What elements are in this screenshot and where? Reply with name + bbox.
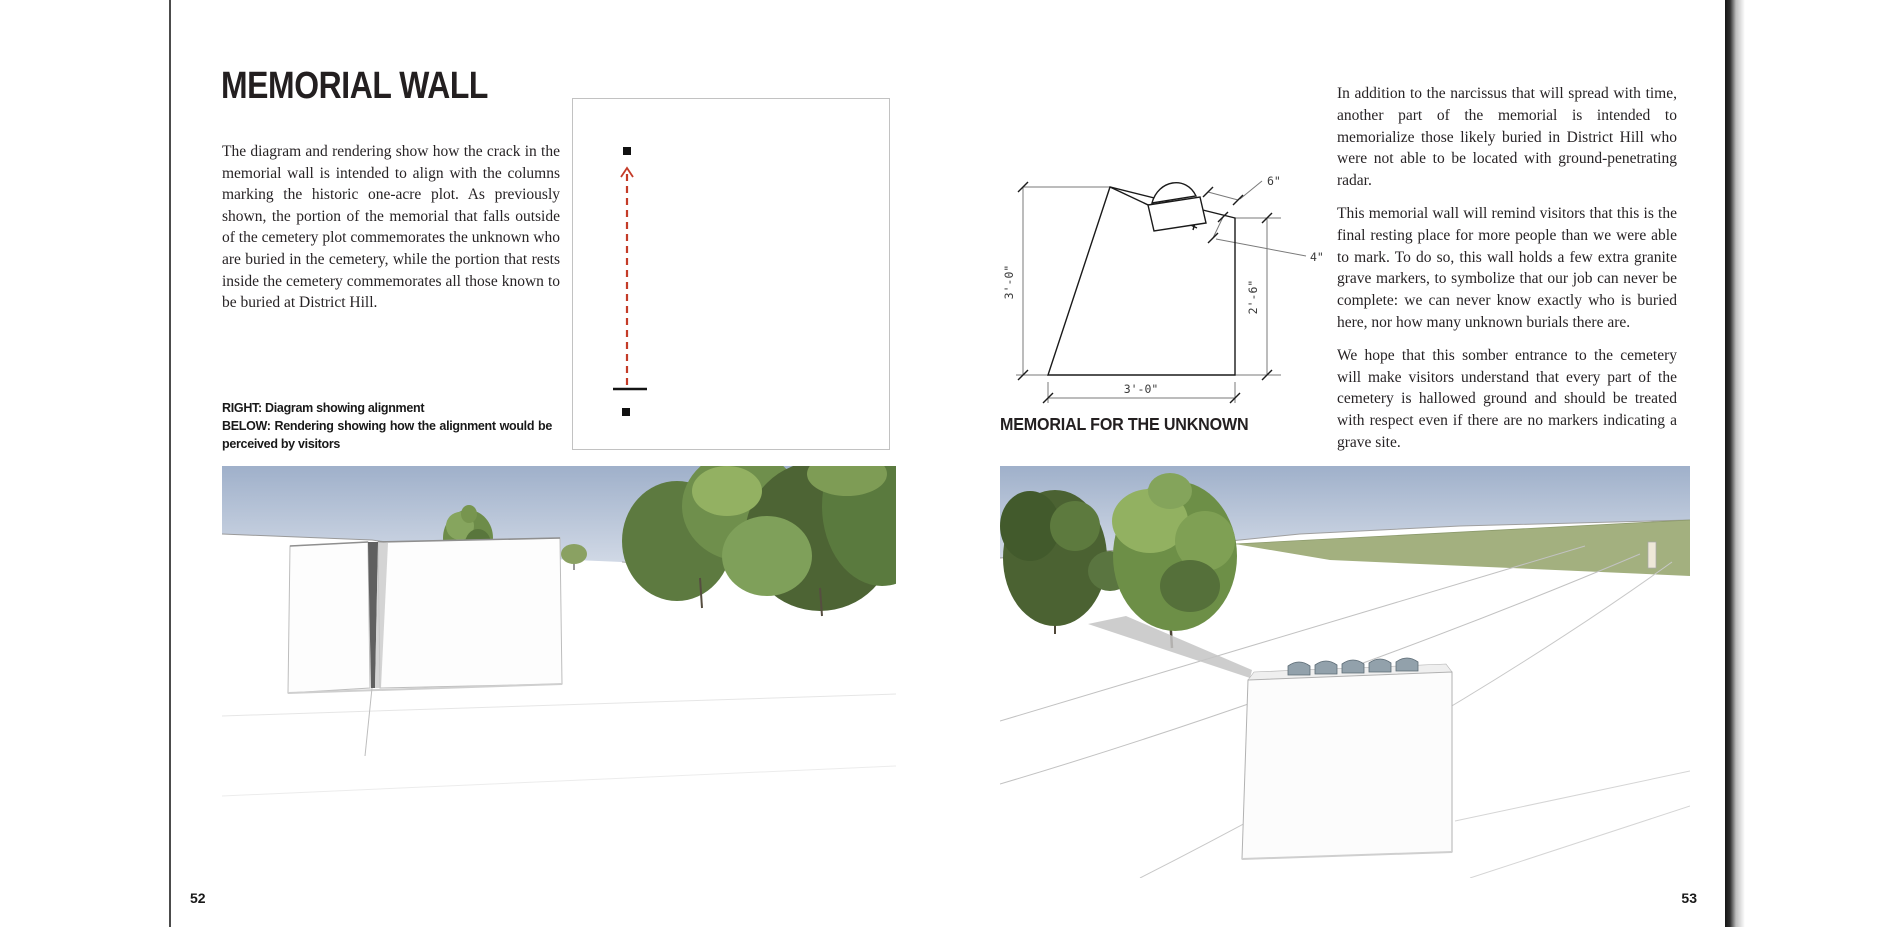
dim-bottom-width: 3'-0" [1123, 382, 1159, 396]
tree-cluster [622, 466, 896, 616]
caption-block [222, 399, 552, 453]
spread-left-edge-line [169, 0, 171, 927]
dim-right-height: 2'-6" [1246, 279, 1260, 315]
rendering-memorial-block-image [1000, 466, 1690, 878]
page-title: MEMORIAL WALL [221, 65, 489, 108]
caption-right: RIGHT: Diagram showing alignment [222, 401, 425, 415]
rendering-crack-wall-image [222, 466, 896, 878]
alignment-diagram [572, 98, 890, 450]
memorial-section-diagram [1000, 135, 1335, 435]
caption-below: BELOW: Rendering showing how the alignment would be perceived by visitors [222, 419, 552, 451]
wall-section-outline [1048, 183, 1235, 375]
gate-post [1648, 542, 1656, 568]
page-number-left: 52 [190, 890, 206, 906]
right-paragraph-3: We hope that this somber entrance to the cemetery will make visitors understand that every part of the cemetery is hallowed ground and should be treated with respect even if there are no markers indicating a grave site. [1337, 346, 1677, 451]
alignment-arrow [621, 168, 633, 388]
right-paragraph-2: This memorial wall will remind visitors that this is the final resting place for more people than we were able to mark. To do so, this wall holds a few extra granite grave markers, to symbolize that our job can never be complete: we can never know exactly who is buried here, nor how many unknown burials there are. [1337, 204, 1677, 331]
spread-right-edge-shadow [1725, 0, 1745, 927]
column-marker-top [623, 147, 631, 155]
page-number-right: 53 [1681, 890, 1697, 906]
right-body-column [1337, 83, 1677, 465]
dim-left-height: 3'-0" [1002, 264, 1016, 300]
dim-marker-width: 6" [1267, 174, 1281, 188]
diagram-label: MEMORIAL FOR THE UNKNOWN [1000, 414, 1249, 434]
right-paragraph-1: In addition to the narcissus that will spread with time, another part of the memorial is intended to memorialize those likely buried in District Hill who were not able to be located with ground-penetrating radar. [1337, 85, 1677, 190]
dim-marker-thickness: 4" [1310, 250, 1324, 264]
dimension-ticks [1018, 182, 1272, 403]
column-marker-bottom [622, 408, 630, 416]
alignment-diagram-svg [573, 99, 889, 449]
left-body-paragraph: The diagram and rendering show how the crack in the memorial wall is intended to align with the columns marking the historic one-acre plot. As previously shown, the portion of the memorial that falls outside of the cemetery plot commemorates the unknown who are buried in the cemetery, while the portion that rests inside the cemetery commemorates all those known to be buried at District Hill. [222, 143, 560, 312]
